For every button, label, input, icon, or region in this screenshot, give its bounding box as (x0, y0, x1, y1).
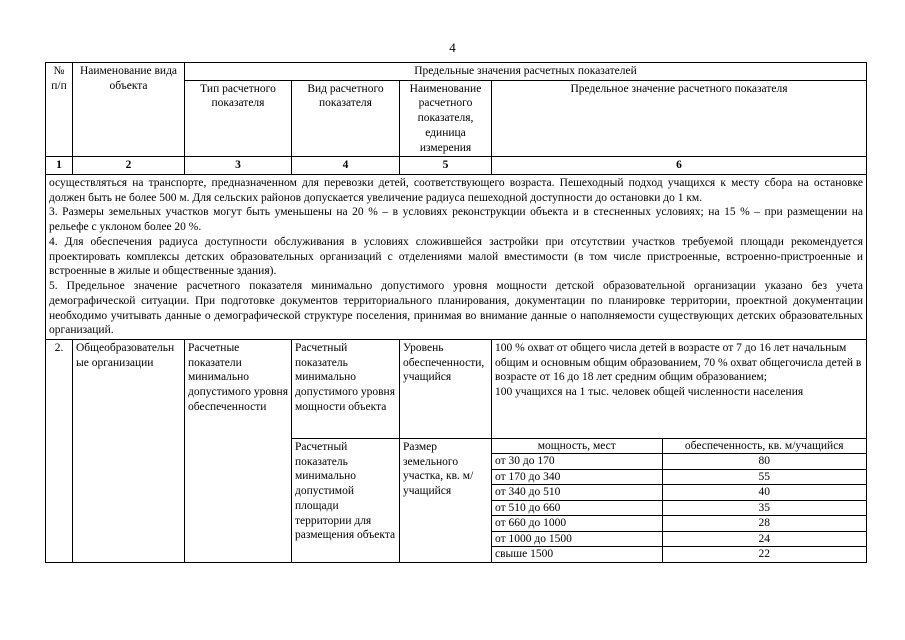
note-paragraph: 5. Предельное значение расчетного показателя минимально допустимого уровня мощности детской образовательной организации указано без учета демографической ситуации. При подготовке документов территориального планирования, документации по планировке территории, проектной документации необходимо учитывать данные о демографической структуре поселения, принимая во внимание данные о наполняемости существующих детских образовательных организаций. (49, 280, 863, 337)
header-object-name: Наименование вида объекта (73, 63, 185, 157)
indicator-name-provision-level: Уровень обеспеченности, учащийся (400, 339, 492, 438)
provision-value: 40 (662, 485, 866, 501)
object-name: Общеобразовательные организации (73, 339, 185, 562)
capacity-range: от 170 до 340 (492, 469, 662, 485)
indicator-name-plot-size: Размер земельного участка, кв. м/учащийся (400, 438, 492, 562)
header-indicator-kind: Вид расчетного показателя (292, 80, 400, 157)
column-numbers-row (46, 157, 867, 175)
limit-value-coverage: 100 % охват от общего числа детей в возрасте от 7 до 16 лет начальным общим и основным общим образованием, 70 % охват общегочисла детей в возрасте от 16 до 18 лет средним общим образованием; 100 учащихся на 1 тыс. человек общей численности населения (492, 339, 867, 438)
subtable-row (492, 454, 866, 470)
notes-row (46, 175, 867, 340)
column-number-1: 1 (46, 157, 73, 175)
header-indicator-name-unit: Наименование расчетного показателя, единица измерения (400, 80, 492, 157)
note-paragraph: 3. Размеры земельных участков могут быть уменьшены на 20 % – в условиях реконструкции объекта и в стесненных условиях; на 15 % – при размещении на рельефе с уклоном более 20 %. (49, 206, 863, 234)
note-paragraph: 4. Для обеспечения радиуса доступности обслуживания в условиях сложившейся застройки при отсутствии участков требуемой площади рекомендуется проектировать комплексы детских образовательных организаций с отделениями малой вместимости (в том числе пристроенные, встроенно-пристроенные и встроенные в жилые и общественные здания). (49, 235, 863, 278)
column-number-6: 6 (492, 157, 867, 175)
subtable-row (492, 516, 866, 532)
row-number: 2. (46, 339, 73, 562)
provision-value: 28 (662, 516, 866, 532)
header-number: № п/п (46, 63, 73, 157)
plot-size-subtable (492, 439, 866, 562)
header-indicator-type: Тип расчетного показателя (185, 80, 292, 157)
indicators-table (45, 62, 867, 563)
indicator-kind-area: Расчетный показатель минимально допустимой площади территории для размещения объекта (292, 438, 400, 562)
provision-value: 80 (662, 454, 866, 470)
provision-value: 35 (662, 500, 866, 516)
header-limit-values: Предельные значения расчетных показателей (185, 63, 867, 81)
indicator-type: Расчетные показатели минимально допустимого уровня обеспеченности (185, 339, 292, 562)
capacity-range: от 510 до 660 (492, 500, 662, 516)
header-row-1 (46, 63, 867, 81)
capacity-range: от 1000 до 1500 (492, 531, 662, 547)
column-number-3: 3 (185, 157, 292, 175)
capacity-range: свыше 1500 (492, 547, 662, 562)
subtable-head-provision: обеспеченность, кв. м/учащийся (662, 439, 866, 454)
subtable-row (492, 485, 866, 501)
subtable-row (492, 500, 866, 516)
subtable-row (492, 547, 866, 562)
header-limit-value: Предельное значение расчетного показателя (492, 80, 867, 157)
plot-size-cell (492, 438, 867, 562)
note-paragraph: осуществляться на транспорте, предназначенном для перевозки детей, соответствующего возраста. Пешеходный подход учащихся к месту сбора на остановке должен быть не более 500 м. Для сельских районов допускается увеличение радиуса пешеходной доступности до остановки до 1 км. (49, 177, 863, 204)
capacity-range: от 340 до 510 (492, 485, 662, 501)
table-row (46, 339, 867, 438)
column-number-2: 2 (73, 157, 185, 175)
subtable-row (492, 531, 866, 547)
page-number: 4 (449, 40, 456, 55)
provision-value: 55 (662, 469, 866, 485)
capacity-range: от 660 до 1000 (492, 516, 662, 532)
subtable-row (492, 469, 866, 485)
column-number-5: 5 (400, 157, 492, 175)
capacity-range: от 30 до 170 (492, 454, 662, 470)
provision-value: 22 (758, 548, 770, 561)
subtable-header (492, 439, 866, 454)
provision-value: 24 (662, 531, 866, 547)
notes-cell (46, 175, 867, 340)
subtable-head-capacity: мощность, мест (492, 439, 662, 454)
column-number-4: 4 (292, 157, 400, 175)
indicator-kind-capacity: Расчетный показатель минимально допустимого уровня мощности объекта (292, 339, 400, 438)
